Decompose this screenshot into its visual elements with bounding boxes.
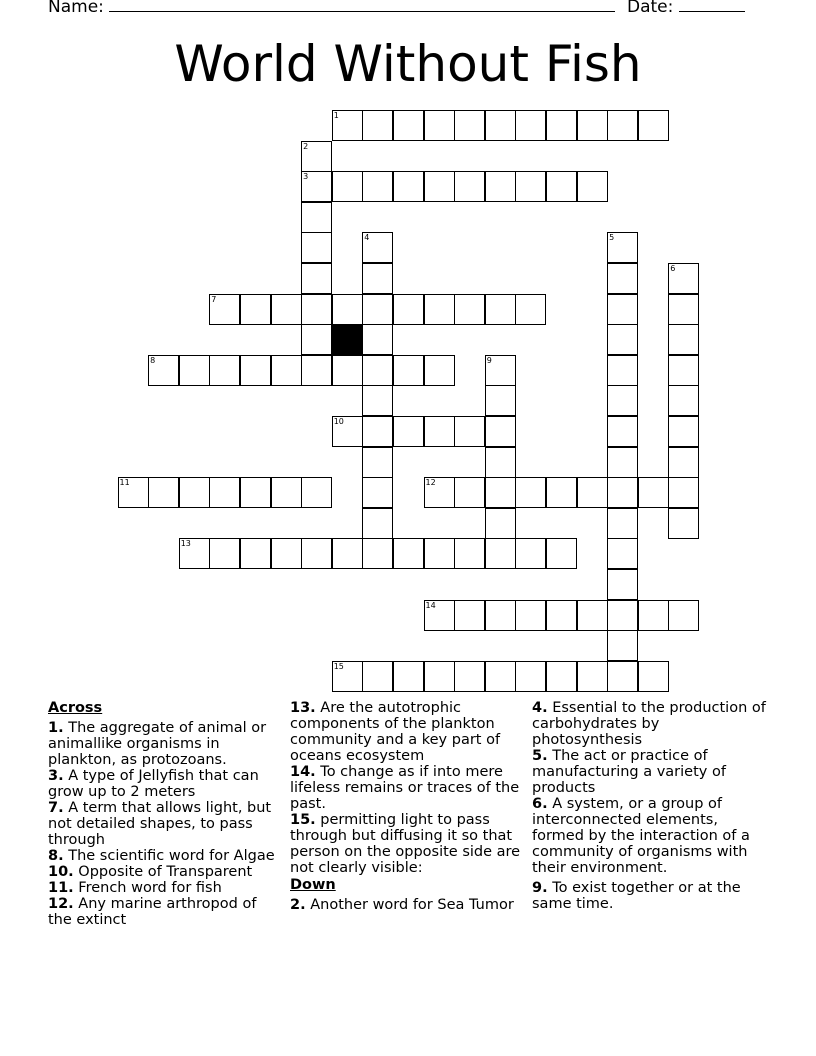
clue-text: The scientific word for Algae xyxy=(68,848,275,864)
grid-cell[interactable] xyxy=(148,355,179,386)
grid-cell[interactable] xyxy=(362,447,393,478)
grid-cell[interactable] xyxy=(424,110,455,141)
grid-cell[interactable] xyxy=(485,110,516,141)
grid-cell[interactable] xyxy=(577,110,608,141)
clue-down-9 xyxy=(532,880,768,912)
grid-cell[interactable] xyxy=(362,324,393,355)
clue-text: French word for fish xyxy=(78,880,222,896)
grid-cell[interactable] xyxy=(362,661,393,692)
clue-number: 11. xyxy=(48,880,74,896)
grid-cell[interactable] xyxy=(485,447,516,478)
grid-cell[interactable] xyxy=(393,416,424,447)
grid-cell[interactable] xyxy=(668,600,699,631)
grid-cell[interactable] xyxy=(362,508,393,539)
grid-cell[interactable] xyxy=(271,477,302,508)
grid-cell[interactable] xyxy=(515,661,546,692)
clue-across-1 xyxy=(48,720,284,768)
grid-cell[interactable] xyxy=(209,355,240,386)
grid-cell[interactable] xyxy=(209,538,240,569)
clue-number: 7. xyxy=(48,800,64,816)
grid-cell[interactable] xyxy=(668,508,699,539)
clue-down-4 xyxy=(532,700,768,748)
grid-cell[interactable] xyxy=(362,538,393,569)
clue-across-7 xyxy=(48,800,284,848)
grid-cell[interactable] xyxy=(546,538,577,569)
grid-cell[interactable] xyxy=(148,477,179,508)
grid-cell[interactable] xyxy=(668,447,699,478)
cell-number: 15 xyxy=(333,661,344,671)
grid-cell[interactable] xyxy=(668,355,699,386)
clue-text: Essential to the production of carbohydrates by photosynthesis xyxy=(532,700,766,748)
grid-cell[interactable] xyxy=(332,355,363,386)
clue-across-11 xyxy=(48,880,284,896)
grid-cell[interactable] xyxy=(607,477,638,508)
grid-cell[interactable] xyxy=(301,294,332,325)
grid-cell[interactable] xyxy=(607,600,638,631)
grid-cell[interactable] xyxy=(546,477,577,508)
grid-cell[interactable] xyxy=(362,232,393,263)
grid-cell[interactable] xyxy=(179,355,210,386)
grid-cell[interactable] xyxy=(362,110,393,141)
clue-text: To change as if into mere lifeless remains or traces of the past. xyxy=(290,764,520,812)
grid-cell[interactable] xyxy=(424,600,455,631)
cell-number: 11 xyxy=(119,478,130,488)
clue-across-15 xyxy=(290,812,526,876)
grid-cell[interactable] xyxy=(546,661,577,692)
clue-down-2 xyxy=(290,897,526,913)
grid-cell[interactable] xyxy=(668,477,699,508)
clue-text: The aggregate of animal or animallike organisms in plankton, as protozoans. xyxy=(48,720,267,768)
grid-cell[interactable] xyxy=(668,416,699,447)
grid-cell[interactable] xyxy=(424,416,455,447)
grid-cell[interactable] xyxy=(271,538,302,569)
grid-cell[interactable] xyxy=(607,661,638,692)
clue-text: Another word for Sea Tumor xyxy=(310,897,514,913)
clue-text: Opposite of Transparent xyxy=(78,864,253,880)
name-label: Name: xyxy=(48,0,104,17)
grid-cell[interactable] xyxy=(424,661,455,692)
clue-text: Any marine arthropod of the extinct xyxy=(48,896,257,928)
grid-cell[interactable] xyxy=(607,538,638,569)
grid-cell[interactable] xyxy=(607,569,638,600)
down-heading: Down xyxy=(290,877,336,893)
grid-cell[interactable] xyxy=(424,538,455,569)
grid-cell[interactable] xyxy=(332,661,363,692)
grid-cell[interactable] xyxy=(607,263,638,294)
grid-cell[interactable] xyxy=(668,385,699,416)
grid-cell[interactable] xyxy=(240,538,271,569)
grid-cell[interactable] xyxy=(485,477,516,508)
grid-cell[interactable] xyxy=(454,294,485,325)
grid-cell[interactable] xyxy=(454,538,485,569)
clue-across-10 xyxy=(48,864,284,880)
grid-cell[interactable] xyxy=(332,171,363,202)
grid-cell[interactable] xyxy=(301,538,332,569)
grid-cell[interactable] xyxy=(577,661,608,692)
grid-cell[interactable] xyxy=(301,141,332,172)
grid-cell[interactable] xyxy=(668,324,699,355)
clue-column-1 xyxy=(48,700,284,928)
clue-number: 14. xyxy=(290,764,316,780)
clue-number: 8. xyxy=(48,848,64,864)
grid-cell[interactable] xyxy=(454,600,485,631)
grid-cell[interactable] xyxy=(577,171,608,202)
grid-cell[interactable] xyxy=(271,355,302,386)
clue-across-13 xyxy=(290,700,526,764)
grid-cell[interactable] xyxy=(607,416,638,447)
grid-cell[interactable] xyxy=(271,294,302,325)
cell-number: 6 xyxy=(670,264,676,273)
grid-cell[interactable] xyxy=(607,630,638,661)
grid-cell[interactable] xyxy=(424,477,455,508)
grid-cell[interactable] xyxy=(393,171,424,202)
grid-cell[interactable] xyxy=(240,477,271,508)
cell-number: 12 xyxy=(425,478,436,488)
clue-number: 5. xyxy=(532,748,548,764)
cell-number: 3 xyxy=(303,172,309,182)
cell-number: 14 xyxy=(425,600,436,610)
grid-cell[interactable] xyxy=(362,171,393,202)
clue-number: 6. xyxy=(532,796,548,812)
grid-cell[interactable] xyxy=(485,661,516,692)
grid-cell[interactable] xyxy=(393,294,424,325)
grid-cell[interactable] xyxy=(485,416,516,447)
grid-cell[interactable] xyxy=(301,232,332,263)
grid-cell[interactable] xyxy=(393,538,424,569)
clue-number: 12. xyxy=(48,896,74,912)
clue-number: 2. xyxy=(290,897,306,913)
grid-cell[interactable] xyxy=(454,477,485,508)
clue-text: To exist together or at the same time. xyxy=(532,880,741,912)
clue-number: 1. xyxy=(48,720,64,736)
grid-cell[interactable] xyxy=(332,416,363,447)
grid-cell[interactable] xyxy=(668,294,699,325)
grid-cell[interactable] xyxy=(485,508,516,539)
date-label: Date: xyxy=(627,0,674,17)
grid-cell[interactable] xyxy=(515,110,546,141)
grid-cell[interactable] xyxy=(515,294,546,325)
clue-number: 15. xyxy=(290,812,316,828)
grid-cell[interactable] xyxy=(485,538,516,569)
grid-cell[interactable] xyxy=(209,294,240,325)
grid-cell[interactable] xyxy=(546,110,577,141)
grid-cell[interactable] xyxy=(668,263,699,294)
clue-across-3 xyxy=(48,768,284,800)
grid-cell[interactable] xyxy=(362,263,393,294)
grid-cell[interactable] xyxy=(424,355,455,386)
cell-number: 1 xyxy=(333,111,339,120)
grid-cell[interactable] xyxy=(301,324,332,355)
grid-cell[interactable] xyxy=(577,477,608,508)
grid-cell[interactable] xyxy=(118,477,149,508)
clue-across-8 xyxy=(48,848,284,864)
cell-number: 13 xyxy=(180,539,191,549)
grid-cell[interactable] xyxy=(607,294,638,325)
grid-cell[interactable] xyxy=(301,263,332,294)
grid-cell[interactable] xyxy=(638,477,669,508)
grid-cell[interactable] xyxy=(638,110,669,141)
cell-number: 7 xyxy=(211,294,217,304)
clue-number: 3. xyxy=(48,768,64,784)
grid-cell[interactable] xyxy=(607,232,638,263)
clue-text: A type of Jellyfish that can grow up to 2 meters xyxy=(48,768,259,800)
grid-cell[interactable] xyxy=(485,171,516,202)
grid-cell[interactable] xyxy=(240,355,271,386)
grid-cell[interactable] xyxy=(209,477,240,508)
grid-cell[interactable] xyxy=(393,661,424,692)
grid-cell[interactable] xyxy=(607,447,638,478)
clue-text: The act or practice of manufacturing a variety of products xyxy=(532,748,726,796)
grid-cell[interactable] xyxy=(179,477,210,508)
grid-cell[interactable] xyxy=(179,538,210,569)
grid-cell[interactable] xyxy=(577,600,608,631)
grid-cell[interactable] xyxy=(332,110,363,141)
grid-cell[interactable] xyxy=(546,600,577,631)
clue-number: 9. xyxy=(532,880,548,896)
clue-number: 13. xyxy=(290,700,316,716)
cell-number: 10 xyxy=(333,417,344,426)
grid-cell[interactable] xyxy=(515,600,546,631)
grid-cell[interactable] xyxy=(454,110,485,141)
grid-cell[interactable] xyxy=(607,110,638,141)
clue-text: A system, or a group of interconnected elements, formed by the interaction of a community of organisms with their environment. xyxy=(532,796,750,876)
grid-cell[interactable] xyxy=(301,202,332,233)
grid-cell[interactable] xyxy=(607,508,638,539)
clue-across-12 xyxy=(48,896,284,928)
grid-cell[interactable] xyxy=(607,324,638,355)
cell-number: 8 xyxy=(150,355,156,365)
clue-text: Are the autotrophic components of the plankton community and a key part of oceans ecosystem xyxy=(290,700,501,764)
clue-text: A term that allows light, but not detailed shapes, to pass through xyxy=(48,800,272,848)
clue-down-6 xyxy=(532,796,768,876)
clue-number: 10. xyxy=(48,864,74,880)
grid-cell[interactable] xyxy=(638,600,669,631)
grid-cell[interactable] xyxy=(393,110,424,141)
grid-cell[interactable] xyxy=(240,294,271,325)
clue-down-5 xyxy=(532,748,768,796)
grid-cell[interactable] xyxy=(362,477,393,508)
grid-cell[interactable] xyxy=(362,355,393,386)
grid-cell[interactable] xyxy=(485,385,516,416)
grid-cell[interactable] xyxy=(362,416,393,447)
grid-cell[interactable] xyxy=(607,355,638,386)
cell-number: 5 xyxy=(609,233,615,243)
clue-column-3 xyxy=(532,700,768,912)
cell-number: 9 xyxy=(486,355,492,365)
grid-cell[interactable] xyxy=(362,294,393,325)
grid-cell[interactable] xyxy=(454,661,485,692)
grid-cell[interactable] xyxy=(362,385,393,416)
clue-number: 4. xyxy=(532,700,548,716)
grid-cell[interactable] xyxy=(393,355,424,386)
grid-cell[interactable] xyxy=(485,355,516,386)
shaded-cell xyxy=(332,324,363,355)
grid-cell[interactable] xyxy=(301,355,332,386)
grid-cell[interactable] xyxy=(607,385,638,416)
clue-text: permitting light to pass through but diffusing it so that person on the opposite side are not clearly visible: xyxy=(290,812,521,876)
grid-cell[interactable] xyxy=(301,477,332,508)
grid-cell[interactable] xyxy=(546,171,577,202)
clue-column-2 xyxy=(290,700,526,913)
page-title: World Without Fish xyxy=(174,35,642,93)
grid-cell[interactable] xyxy=(301,171,332,202)
grid-cell[interactable] xyxy=(515,477,546,508)
grid-cell[interactable] xyxy=(515,171,546,202)
grid-cell[interactable] xyxy=(424,294,455,325)
grid-cell[interactable] xyxy=(515,538,546,569)
grid-cell[interactable] xyxy=(638,661,669,692)
grid-cell[interactable] xyxy=(485,294,516,325)
grid-cell[interactable] xyxy=(485,600,516,631)
grid-cell[interactable] xyxy=(332,294,363,325)
grid-cell[interactable] xyxy=(332,538,363,569)
grid-cell[interactable] xyxy=(424,171,455,202)
cell-number: 2 xyxy=(303,141,309,151)
grid-cell[interactable] xyxy=(454,416,485,447)
across-heading: Across xyxy=(48,700,103,716)
clue-across-14 xyxy=(290,764,526,812)
grid-cell[interactable] xyxy=(454,171,485,202)
cell-number: 4 xyxy=(364,233,370,243)
